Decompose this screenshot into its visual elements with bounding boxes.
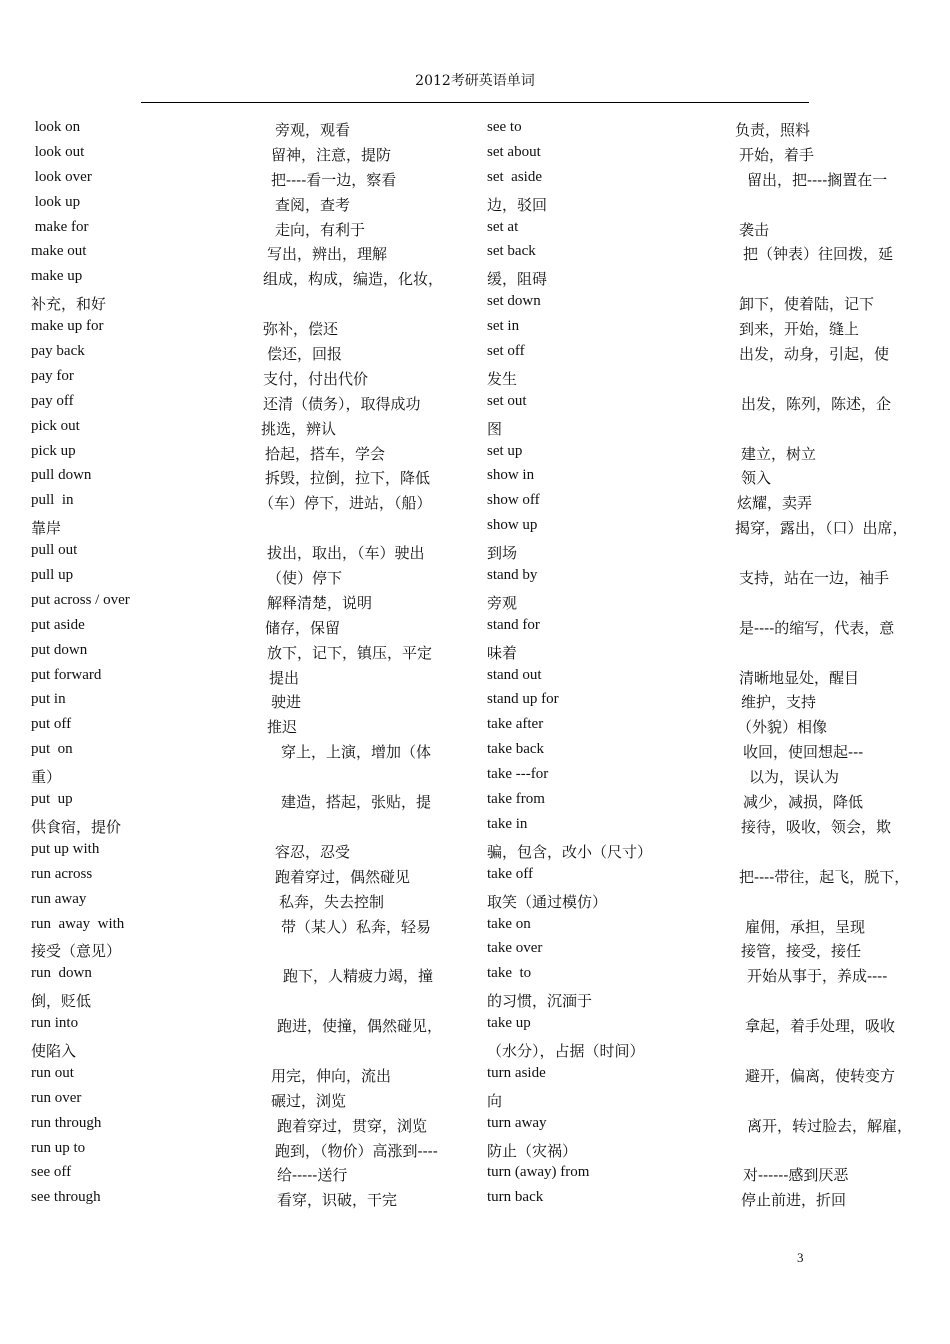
vocab-line (487, 937, 907, 962)
vocab-line (487, 564, 907, 589)
vocab-line (31, 365, 455, 390)
phrase-term: take back (487, 741, 545, 758)
phrase-term: see through (31, 1189, 101, 1206)
phrase-term: run out (31, 1064, 74, 1081)
vocab-line (31, 788, 455, 813)
vocab-line (31, 290, 455, 315)
phrase-term: set out (487, 392, 527, 409)
phrase-definition: 把----看一边，察看 (271, 170, 397, 189)
vocab-line (31, 440, 455, 465)
vocab-line (487, 1186, 907, 1211)
vocab-line (487, 415, 907, 440)
phrase-definition: 维护，支持 (741, 693, 817, 712)
vocab-line (31, 216, 455, 241)
phrase-definition: 是----的缩写，代表，意 (739, 618, 895, 637)
vocab-line (31, 240, 455, 265)
vocab-line (31, 1137, 455, 1162)
vocab-line (31, 888, 455, 913)
vocab-line (31, 514, 455, 539)
phrase-definition: 储存，保留 (265, 618, 341, 637)
phrase-definition: 支持，站在一边，袖手 (739, 569, 890, 588)
phrase-definition: 避开，偏离，使转变方 (745, 1066, 896, 1085)
vocab-line (487, 365, 907, 390)
definition-continuation: 发生 (487, 369, 518, 388)
phrase-definition: 跑着穿过，偶然碰见 (275, 867, 411, 886)
phrase-term: turn back (487, 1189, 544, 1206)
vocab-line (31, 1087, 455, 1112)
phrase-term: turn aside (487, 1064, 546, 1081)
phrase-definition: 停止前进，折回 (741, 1191, 847, 1210)
phrase-definition: 炫耀，卖弄 (737, 494, 813, 513)
phrase-term: show off (487, 492, 540, 509)
vocab-line (31, 589, 455, 614)
phrase-term: run away (31, 890, 87, 907)
vocab-line (487, 191, 907, 216)
phrase-definition: 减少，减损，降低 (743, 793, 864, 812)
vocab-line (487, 315, 907, 340)
phrase-definition: （车）停下，进站，（船） (259, 494, 432, 513)
phrase-term: pull up (31, 567, 74, 584)
phrase-term: stand by (487, 567, 538, 584)
vocab-line (31, 1112, 455, 1137)
vocab-line (487, 1112, 913, 1137)
vocab-line (487, 141, 907, 166)
phrase-term: run across (31, 865, 93, 882)
vocab-line (487, 913, 907, 938)
vocab-line (31, 191, 455, 216)
vocab-line (487, 166, 907, 191)
phrase-term: put forward (31, 666, 102, 683)
vocab-line (487, 1137, 907, 1162)
phrase-term: take on (487, 915, 531, 932)
phrase-term: pull down (31, 467, 92, 484)
vocab-line (487, 514, 907, 539)
phrase-definition: 领入 (741, 469, 772, 488)
vocab-line (31, 937, 455, 962)
phrase-definition: 看穿，识破，干完 (277, 1191, 398, 1210)
phrase-term: make up (31, 268, 83, 285)
definition-continuation: 向 (487, 1091, 503, 1110)
vocab-line (487, 290, 907, 315)
vocab-line (487, 464, 907, 489)
vocab-line (31, 116, 455, 141)
vocab-line (487, 987, 907, 1012)
page-header: 2012考研英语单词 (415, 73, 535, 89)
vocab-line (487, 738, 907, 763)
vocab-line (31, 913, 455, 938)
phrase-definition: 跑进，使撞，偶然碰见， (277, 1017, 443, 1036)
vocab-line (31, 390, 455, 415)
phrase-term: look on (31, 119, 81, 135)
phrase-term: run through (31, 1114, 102, 1131)
phrase-definition: 袭击 (739, 220, 770, 239)
vocab-line (31, 464, 455, 489)
definition-continuation: 补充，和好 (31, 295, 107, 314)
vocab-line (487, 713, 907, 738)
phrase-definition: 支付，付出代价 (263, 369, 369, 388)
phrase-definition: 负责，照料 (735, 121, 811, 139)
definition-continuation: 骗，包含，改小（尺寸） (487, 842, 653, 861)
phrase-definition: 放下，记下，镇压，平定 (267, 643, 433, 662)
vocab-line (31, 539, 455, 564)
phrase-term: look over (31, 168, 92, 185)
vocab-line (487, 116, 907, 141)
phrase-definition: （使）停下 (267, 569, 343, 588)
definition-continuation: 重） (31, 768, 62, 787)
definition-continuation: 靠岸 (31, 519, 62, 538)
phrase-term: set at (487, 218, 519, 235)
phrase-definition: 开始从事于，养成---- (747, 967, 888, 986)
phrase-definition: 跑下，人精疲力竭，撞 (283, 967, 434, 986)
phrase-definition: 拾起，搭车，学会 (265, 444, 386, 463)
phrase-term: see off (31, 1164, 72, 1181)
definition-continuation: 防止（灾祸） (487, 1141, 578, 1160)
phrase-definition: 用完，伸向，流出 (271, 1066, 392, 1085)
phrase-term: pay off (31, 392, 74, 409)
phrase-term: run down (31, 965, 92, 982)
definition-continuation: 边，驳回 (487, 195, 548, 214)
phrase-term: put across / over (31, 591, 130, 608)
vocab-line (487, 539, 907, 564)
phrase-term: pick out (31, 417, 80, 434)
vocab-line (487, 216, 907, 241)
vocab-line (487, 863, 910, 888)
phrase-term: set in (487, 318, 520, 335)
phrase-term: pull out (31, 542, 78, 559)
phrase-definition: 建立，树立 (741, 444, 817, 463)
phrase-term: see to (487, 119, 522, 135)
phrase-definition: 提出 (269, 668, 300, 687)
phrase-definition: 推迟 (267, 718, 298, 737)
phrase-definition: 把（钟表）往回拨，延 (743, 245, 894, 264)
phrase-term: put off (31, 716, 72, 733)
phrase-definition: 私奔，失去控制 (279, 892, 385, 911)
vocab-line (487, 1037, 907, 1062)
vocab-line (31, 838, 455, 863)
phrase-term: set down (487, 293, 541, 310)
vocab-line (31, 141, 455, 166)
phrase-term: set about (487, 143, 541, 160)
phrase-definition: 出发，陈列，陈述，企 (741, 394, 892, 413)
phrase-definition: 给-----送行 (277, 1166, 348, 1185)
phrase-term: set up (487, 442, 523, 459)
phrase-term: stand for (487, 616, 540, 633)
definition-continuation: 到场 (487, 544, 518, 563)
vocab-line (487, 763, 907, 788)
phrase-definition: 以为，误认为 (749, 768, 840, 787)
phrase-definition: 容忍，忍受 (275, 842, 351, 861)
phrase-term: put up (31, 791, 73, 808)
phrase-term: put aside (31, 616, 85, 633)
phrase-term: turn away (487, 1114, 547, 1131)
vocab-line (31, 564, 455, 589)
vocab-line (31, 265, 455, 290)
definition-continuation: 供食宿，提价 (31, 817, 122, 836)
vocab-line (487, 838, 907, 863)
phrase-definition: 跑到，（物价）高涨到---- (275, 1141, 438, 1160)
phrase-term: take from (487, 791, 545, 808)
phrase-term: stand out (487, 666, 542, 683)
phrase-definition: 把----带往，起飞，脱下， (739, 867, 910, 886)
vocab-line (31, 713, 455, 738)
phrase-term: take to (487, 965, 532, 982)
phrase-term: make out (31, 243, 87, 260)
phrase-definition: 走向，有利于 (275, 220, 366, 239)
phrase-definition: 接管，接受，接任 (741, 942, 862, 961)
phrase-definition: 开始，着手 (739, 145, 815, 164)
vocab-line (487, 788, 907, 813)
vocab-line (31, 166, 455, 191)
right-column (487, 116, 913, 1211)
phrase-term: pay for (31, 367, 74, 384)
phrase-definition: 离开，转过脸去，解雇， (747, 1116, 913, 1135)
vocab-line (487, 440, 907, 465)
phrase-definition: 写出，辨出，理解 (267, 245, 388, 264)
vocab-line (31, 614, 455, 639)
phrase-definition: 驶进 (271, 693, 302, 712)
phrase-term: show up (487, 517, 538, 534)
phrase-definition: 带（某人）私奔，轻易 (281, 917, 432, 936)
phrase-term: run away with (31, 915, 125, 932)
definition-continuation: 图 (487, 419, 503, 438)
vocab-line (31, 415, 455, 440)
vocab-line (31, 763, 455, 788)
vocab-line (487, 664, 907, 689)
vocab-line (31, 340, 455, 365)
vocab-line (487, 489, 907, 514)
phrase-definition: 接待，吸收，领会，欺 (741, 817, 892, 836)
phrase-definition: 留出，把----搁置在一 (747, 170, 888, 189)
phrase-definition: 组成，构成，编造，化妆， (263, 270, 444, 289)
phrase-definition: 拆毁，拉倒，拉下，降低 (265, 469, 431, 488)
vocab-line (31, 688, 455, 713)
vocab-line (487, 813, 907, 838)
phrase-term: take up (487, 1015, 531, 1032)
phrase-definition: 跑着穿过，贯穿，浏览 (277, 1116, 428, 1135)
phrase-definition: 碾过，浏览 (271, 1091, 347, 1110)
vocab-line (487, 1062, 907, 1087)
vocab-line (487, 1012, 907, 1037)
phrase-term: look up (31, 193, 81, 210)
phrase-term: turn (away) from (487, 1164, 590, 1181)
vocab-line (31, 962, 455, 987)
definition-continuation: 接受（意见） (31, 942, 122, 961)
phrase-term: set aside (487, 168, 542, 185)
phrase-definition: 对------感到厌恶 (743, 1166, 849, 1185)
phrase-term: stand up for (487, 691, 559, 708)
page-number: 3 (797, 1250, 804, 1265)
vocab-line (487, 888, 907, 913)
definition-continuation: 旁观 (487, 593, 518, 612)
vocab-line (31, 639, 455, 664)
vocab-line (31, 1037, 455, 1062)
vocab-line (487, 1087, 907, 1112)
phrase-definition: 清晰地显处，醒目 (739, 668, 860, 687)
phrase-term: set off (487, 343, 525, 360)
vocab-line (487, 962, 907, 987)
phrase-definition: 拿起，着手处理，吸收 (745, 1017, 896, 1036)
phrase-definition: 拔出，取出，（车）驶出 (267, 544, 425, 563)
header-rule (141, 102, 809, 103)
phrase-term: put up with (31, 840, 100, 857)
left-column (31, 116, 455, 1211)
phrase-definition: 旁观，观看 (275, 121, 351, 139)
phrase-definition: 雇佣，承担，呈现 (745, 917, 866, 936)
vocab-line (487, 1161, 907, 1186)
phrase-definition: 出发，动身，引起，使 (739, 345, 890, 364)
phrase-term: show in (487, 467, 535, 484)
vocab-line (31, 1012, 455, 1037)
phrase-term: put down (31, 641, 88, 658)
vocab-line (31, 1062, 455, 1087)
phrase-term: run up to (31, 1139, 86, 1156)
vocab-line (487, 265, 907, 290)
vocab-line (31, 863, 455, 888)
vocab-line (487, 589, 907, 614)
phrase-term: pay back (31, 343, 85, 360)
phrase-term: take in (487, 815, 528, 832)
vocab-line (31, 1186, 455, 1211)
phrase-term: pull in (31, 492, 74, 509)
phrase-term: run into (31, 1015, 79, 1032)
definition-continuation: 缓，阻碍 (487, 270, 548, 289)
vocab-line (31, 813, 455, 838)
vocab-line (31, 1161, 455, 1186)
phrase-term: look out (31, 143, 85, 160)
vocab-line (487, 240, 907, 265)
vocab-line (31, 489, 455, 514)
phrase-definition: 留神，注意，提防 (271, 145, 392, 164)
definition-continuation: 取笑（通过模仿） (487, 892, 608, 911)
vocab-line (31, 738, 455, 763)
phrase-term: put in (31, 691, 66, 708)
phrase-definition: 查阅，查考 (275, 195, 351, 214)
phrase-term: put on (31, 741, 73, 758)
phrase-definition: 到来，开始，缝上 (739, 320, 860, 339)
phrase-definition: 揭穿，露出，（口）出席， (735, 519, 908, 538)
vocab-line (487, 614, 907, 639)
vocab-line (487, 639, 907, 664)
definition-continuation: 味着 (487, 643, 518, 662)
phrase-term: set back (487, 243, 536, 260)
vocab-line (31, 664, 455, 689)
phrase-definition: 弥补，偿还 (263, 320, 339, 339)
phrase-definition: （外貌）相像 (737, 718, 828, 737)
definition-continuation: 的习惯，沉湎于 (487, 992, 593, 1011)
phrase-definition: 收回，使回想起--- (743, 743, 864, 762)
definition-continuation: （水分），占据（时间） (487, 1041, 645, 1060)
phrase-term: run over (31, 1089, 82, 1106)
vocab-line (31, 987, 455, 1012)
phrase-term: make for (31, 218, 89, 235)
phrase-definition: 解释清楚，说明 (267, 593, 373, 612)
phrase-definition: 穿上，上演，增加（体 (281, 743, 432, 762)
vocab-line (487, 390, 907, 415)
phrase-term: make up for (31, 318, 104, 335)
phrase-term: pick up (31, 442, 76, 459)
phrase-term: take over (487, 940, 543, 957)
phrase-term: take after (487, 716, 544, 733)
phrase-term: take ---for (487, 766, 549, 783)
definition-continuation: 使陷入 (31, 1041, 77, 1060)
phrase-definition: 建造，搭起，张贴，提 (281, 793, 432, 812)
vocab-line (487, 688, 907, 713)
vocab-line (487, 340, 907, 365)
phrase-term: take off (487, 865, 533, 882)
definition-continuation: 倒，贬低 (31, 992, 92, 1011)
phrase-definition: 挑选，辨认 (261, 419, 337, 438)
phrase-definition: 还清（债务），取得成功 (263, 394, 421, 413)
phrase-definition: 偿还，回报 (267, 345, 343, 364)
phrase-definition: 卸下，使着陆，记下 (739, 295, 875, 314)
vocab-line (31, 315, 455, 340)
